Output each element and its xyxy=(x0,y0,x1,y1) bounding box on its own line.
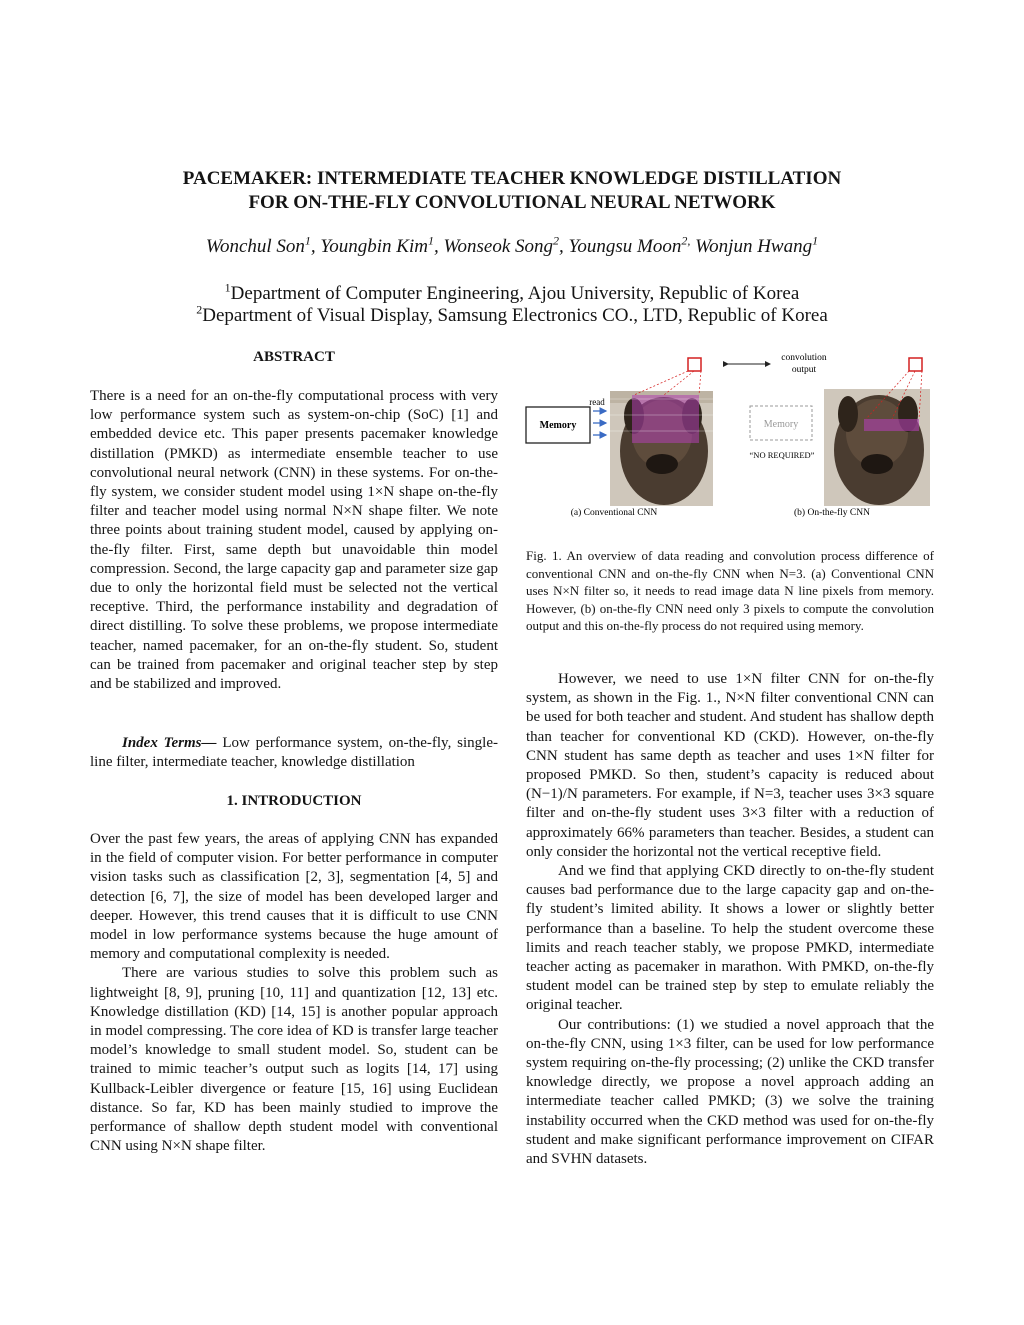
not-required-label: “NO REQUIRED” xyxy=(749,450,815,460)
right-paragraph-1: However, we need to use 1×N filter CNN for on-the-fly system, as shown in the Fig. 1., N×N filter conventional CNN can be used for both teacher and student. And student has shallow depth than teacher for conventional KD (CKD). However, on-the-fly CNN student has same depth as teacher and uses 1×N filter for proposed PMKD. So then, student’s capacity is reduced about (N−1)/N parameters. For example, if N=3, teacher uses 3×3 square filter and on-the-fly student uses 3×3 filter with a reduction of approximately 66% parameters than teacher. Besides, a student can only consider the horizontal not the vertical receptive field. xyxy=(526,671,934,860)
author: Youngsu Moon$^{2,}$ xyxy=(568,233,691,257)
conv-output-label-2: output xyxy=(791,365,817,375)
author: Wonjun Hwang$^1$ xyxy=(695,233,819,257)
abstract-text xyxy=(90,387,498,694)
index-terms-text: Low performance system, on-the-fly, single-line filter, intermediate teacher, knowledge distillation xyxy=(90,735,499,771)
output-pixel-box xyxy=(688,358,701,371)
figure-caption: Fig. 1. An overview of data reading and convolution process difference of conventional CNN and on-the-fly CNN when N=3. (a) Conventional CNN uses N×N filter so, it needs to read image data N line pixels from memory. However, (b) on-the-fly CNN need only 3 pixels to compute the convolution output and this on-the-fly process do not required using memory. xyxy=(526,548,934,633)
output-pixel-box xyxy=(909,358,922,371)
memory-label: Memory xyxy=(539,420,577,431)
filter-highlight-nxn xyxy=(632,395,699,443)
memory-ghost-label: Memory xyxy=(763,419,799,430)
paper-title xyxy=(0,167,1024,215)
dog-image-on-the-fly xyxy=(824,389,930,506)
intro-paragraph-2: There are various studies to solve this problem such as lightweight [8, 9], pruning [10, 11] and quantization [12, 13] etc. Knowledge distillation (KD) [14, 15] is another popular approach in model compressing. The core idea of KD is transfer large teacher model’s knowledge to small student model. So, student can be trained to mimic teacher’s output such as logits [14, 17] using Kullback-Leibler divergence or feature [15, 16] using Euclidean distance. So far, KD has been mainly studied to improve the performance of shallow depth student model with conventional CNN using N×N shape filter. xyxy=(90,965,498,1155)
read-label: read xyxy=(589,397,605,407)
intro-heading: 1. INTRODUCTION xyxy=(226,793,362,809)
dog-image-conventional xyxy=(610,391,713,506)
intro-paragraph-1: Over the past few years, the areas of applying CNN has expanded in the field of computer vision. For better performance in computer vision tasks such as classification [2, 3], segmentation [4, 5] and detection [6, 7], the size of model has been developed larger and deeper. However, this trend causes that it is difficult to use CNN model in low performance systems because the huge amount of memory and computational complexity is needed. xyxy=(90,831,498,963)
author: Youngbin Kim$^1$, xyxy=(320,233,444,257)
right-column-text xyxy=(526,670,934,1169)
title-line-1: PACEMAKER: INTERMEDIATE TEACHER KNOWLEDGE DISTILLATION xyxy=(182,168,842,189)
index-terms xyxy=(90,734,498,772)
conv-output-label-1: convolution xyxy=(781,353,827,363)
title-line-2: FOR ON-THE-FLY CONVOLUTIONAL NEURAL NETWORK xyxy=(248,192,776,213)
intro-text xyxy=(90,830,498,1156)
right-paragraph-3: Our contributions: (1) we studied a novel approach that the on-the-fly CNN, using 1×3 filter, can be used for low performance system requiring on-the-fly processing; (2) unlike the CKD transfer knowledge directly, we propose a novel approach adding an intermediate teacher called PMKD; (3) we solve the training instability occurred when the CKD method was used for on-the-fly student and make significant performance improvement on CIFAR and SVHN datasets. xyxy=(526,1016,934,1168)
index-terms-label: Index Terms— xyxy=(122,735,217,751)
author-list xyxy=(0,235,1024,259)
abstract-paragraph: There is a need for an on-the-fly computational process with very low performance system such as system-on-chip (SoC) [1] and embedded device etc. This paper presents pacemaker knowledge distillation (PMKD) as intermediate ensemble teacher to use convolutional neural network (CNN) in these systems. For on-the-fly system, we consider student model using 1×N shape on-the-fly filter and teacher model using normal N×N shape filter. We note three points about training student model, caused by applying on-the-fly filter. First, same depth but unavoidable thin model compression. Second, the large capacity gap and parameter size gap due to only the horizontal field must be selected not the vertical receptive. Third, the performance instability and degradation of direct distilling. To solve these problems, we propose intermediate teacher, named pacemaker, for an on-the-fly student. So, student can be trained from pacemaker and original teacher step by step and be stabilized and improved. xyxy=(90,388,498,693)
affiliation-2: $^2$Department of Visual Display, Samsung Electronics CO., LTD, Republic of Korea xyxy=(196,302,828,326)
author: Wonchul Son$^1$, xyxy=(205,233,321,257)
author: Wonseok Song$^2$, xyxy=(443,233,569,257)
affiliation-1: $^1$Department of Computer Engineering, Ajou University, Republic of Korea xyxy=(224,280,800,304)
abstract-heading: ABSTRACT xyxy=(253,349,335,365)
subcaption-b: (b) On-the-fly CNN xyxy=(794,508,870,518)
subcaption-a: (a) Conventional CNN xyxy=(570,508,658,518)
figure-1 xyxy=(524,346,938,524)
filter-highlight-1xn xyxy=(864,419,919,431)
right-paragraph-2: And we find that applying CKD directly to on-the-fly student causes bad performance due to the large capacity gap and on-the-fly student’s limited ability. It shows a lower or slightly better performance than a baseline. To help the student overcome these limits and reach teacher stably, we propose PMKD, intermediate teacher acting as pacemaker in marathon. With PMKD, on-the-fly student model can be trained step by step to emulate reliably the original teacher. xyxy=(526,863,934,1014)
affiliations xyxy=(0,280,1024,327)
